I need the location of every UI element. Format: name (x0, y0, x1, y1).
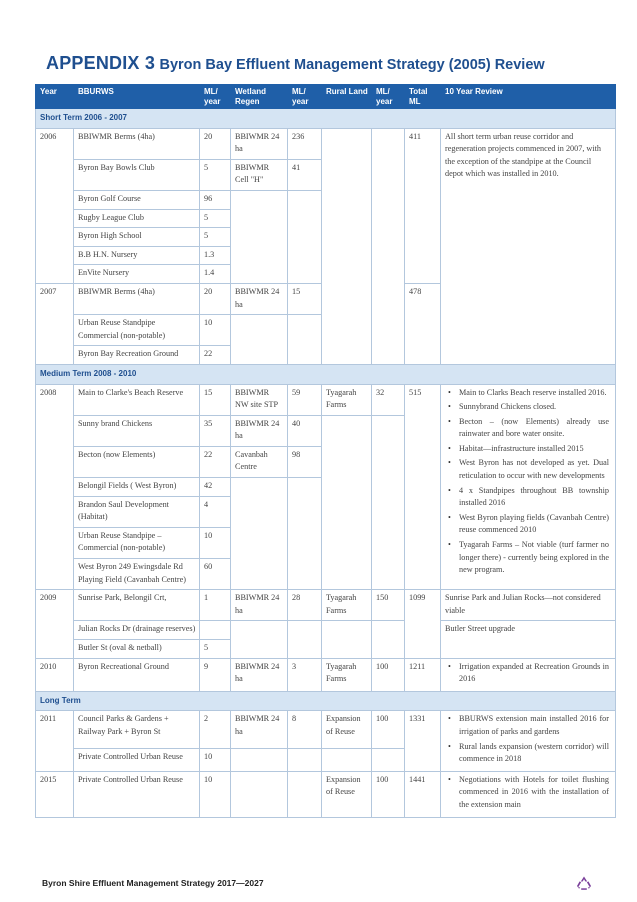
wetland-cell: BBIWMR 24 ha (231, 283, 288, 314)
list-item: • Habitat—infrastructure installed 2015 (445, 443, 609, 456)
review-list (445, 713, 609, 765)
wetland-cell (231, 749, 288, 772)
table-row (36, 590, 616, 621)
wetland-cell: BBIWMR NW site STP (231, 384, 288, 415)
bburws-cell: Brandon Saul Development (Habitat) (74, 496, 200, 527)
bburws-cell: Julian Rocks Dr (drainage reserves) (74, 621, 200, 640)
ml-cell: 9 (200, 658, 231, 691)
year-cell: 2011 (36, 711, 74, 771)
bburws-cell: Rugby League Club (74, 209, 200, 228)
bburws-cell: Becton (now Elements) (74, 446, 200, 477)
bburws-cell: Byron Recreational Ground (74, 658, 200, 691)
ml-cell: 5 (200, 228, 231, 247)
section-row (36, 691, 616, 711)
section-short-term: Short Term 2006 - 2007 (36, 109, 616, 129)
rural-ml-cell: 32 (372, 384, 405, 415)
review-cell (441, 711, 616, 771)
bburws-cell: Belongil Fields ( West Byron) (74, 478, 200, 497)
wetland-ml-cell: 28 (288, 590, 322, 621)
wetland-ml-cell (288, 771, 322, 817)
wetland-cell: Cavanbah Centre (231, 446, 288, 477)
wetland-ml-cell (288, 749, 322, 772)
wetland-ml-cell: 8 (288, 711, 322, 749)
rural-ml-cell: 100 (372, 711, 405, 749)
ml-cell: 22 (200, 446, 231, 477)
bburws-cell: Main to Clarke's Beach Reserve (74, 384, 200, 415)
wetland-ml-cell (288, 190, 322, 283)
year-cell: 2006 (36, 128, 74, 283)
bburws-cell: Urban Reuse Standpipe Commercial (non-potable) (74, 315, 200, 346)
ml-cell: 20 (200, 128, 231, 159)
wetland-cell (231, 315, 288, 365)
ml-cell: 60 (200, 559, 231, 590)
review-cell (441, 384, 616, 590)
wetland-ml-cell: 236 (288, 128, 322, 159)
rural-cell: Tyagarah Farms (322, 590, 372, 621)
ml-cell: 5 (200, 209, 231, 228)
list-item: • West Byron has not developed as yet. Dual reticulation to occur with new developments (445, 457, 609, 482)
list-item: • Negotiations with Hotels for toilet flushing commenced in 2016 with the installation of the extension main (445, 774, 609, 812)
bburws-cell: BBIWMR Berms (4ha) (74, 128, 200, 159)
list-item: • Irrigation expanded at Recreation Grounds in 2016 (445, 661, 609, 686)
rural-cell: Expansion of Reuse (322, 711, 372, 749)
review-list (445, 661, 609, 686)
bburws-cell: Byron Bay Recreation Ground (74, 346, 200, 365)
list-item: • 4 x Standpipes throughout BB township installed 2016 (445, 485, 609, 510)
wetland-cell: BBIWMR 24 ha (231, 590, 288, 621)
year-cell: 2009 (36, 590, 74, 658)
bburws-cell: Byron High School (74, 228, 200, 247)
appendix-subtitle: Byron Bay Effluent Management Strategy (2005) Review (159, 57, 545, 73)
ml-cell: 42 (200, 478, 231, 497)
bburws-cell: Private Controlled Urban Reuse (74, 749, 200, 772)
list-item: • West Byron playing fields (Cavanbah Centre) reuse commenced 2010 (445, 512, 609, 537)
total-cell: 1099 (405, 590, 441, 658)
rural-ml-cell (372, 621, 405, 658)
total-cell: 515 (405, 384, 441, 590)
bburws-cell: Private Controlled Urban Reuse (74, 771, 200, 817)
bburws-cell: Byron Bay Bowls Club (74, 159, 200, 190)
list-item: • Sunnybrand Chickens closed. (445, 401, 609, 414)
ml-cell: 1.3 (200, 246, 231, 265)
header-ml-year-3: ML/ year (372, 85, 405, 109)
bburws-cell: EnVite Nursery (74, 265, 200, 284)
review-cell: All short term urban reuse corridor and regeneration projects commenced in 2007, with the exception of the standpipe at the Council depot which was installed in 2010. (441, 128, 616, 364)
table-row (36, 384, 616, 415)
review-list (445, 774, 609, 812)
ml-cell: 4 (200, 496, 231, 527)
list-item: • Main to Clarks Beach reserve installed 2016. (445, 387, 609, 400)
ml-cell: 1.4 (200, 265, 231, 284)
recycle-icon (576, 875, 592, 891)
ml-cell: 20 (200, 283, 231, 314)
rural-cell: Tyagarah Farms (322, 384, 372, 415)
ml-cell: 35 (200, 415, 231, 446)
header-total: Total ML (405, 85, 441, 109)
wetland-cell: BBIWMR 24 ha (231, 658, 288, 691)
total-cell: 478 (405, 283, 441, 364)
ml-cell: 15 (200, 384, 231, 415)
year-cell: 2010 (36, 658, 74, 691)
rural-cell: Expansion of Reuse (322, 771, 372, 817)
ml-cell: 2 (200, 711, 231, 749)
bburws-cell: Sunny brand Chickens (74, 415, 200, 446)
rural-ml-cell: 100 (372, 771, 405, 817)
total-cell: 1331 (405, 711, 441, 771)
table-row (36, 711, 616, 749)
bburws-cell: Council Parks & Gardens + Railway Park + Byron St (74, 711, 200, 749)
page-title (46, 53, 606, 74)
header-wetland: Wetland Regen (231, 85, 288, 109)
header-review: 10 Year Review (441, 85, 616, 109)
wetland-ml-cell (288, 478, 322, 590)
wetland-cell (231, 621, 288, 658)
wetland-ml-cell: 59 (288, 384, 322, 415)
wetland-ml-cell: 41 (288, 159, 322, 190)
review-table (35, 84, 616, 818)
header-ml-year: ML/ year (200, 85, 231, 109)
page-footer: Byron Shire Effluent Management Strategy 2017—2027 (42, 878, 264, 888)
header-ml-year-2: ML/ year (288, 85, 322, 109)
table-header-row (36, 85, 616, 109)
ml-cell: 5 (200, 159, 231, 190)
section-row (36, 364, 616, 384)
wetland-cell: BBIWMR 24 ha (231, 415, 288, 446)
review-list (445, 387, 609, 577)
table-row (36, 621, 616, 640)
year-cell: 2007 (36, 283, 74, 364)
wetland-ml-cell: 15 (288, 283, 322, 314)
section-row (36, 109, 616, 129)
table-row (36, 771, 616, 817)
ml-cell: 22 (200, 346, 231, 365)
review-cell (441, 771, 616, 817)
review-cell: Sunrise Park and Julian Rocks—not considered viable (441, 590, 616, 621)
table-row (36, 658, 616, 691)
rural-cell (322, 749, 372, 772)
rural-ml-cell (372, 128, 405, 364)
total-cell: 411 (405, 128, 441, 283)
section-long-term: Long Term (36, 691, 616, 711)
year-cell: 2015 (36, 771, 74, 817)
rural-ml-cell (372, 749, 405, 772)
wetland-cell (231, 190, 288, 283)
rural-cell (322, 621, 372, 658)
bburws-cell: West Byron 249 Ewingsdale Rd Playing Field (Cavanbah Centre) (74, 559, 200, 590)
list-item: • BBURWS extension main installed 2016 for irrigation of parks and gardens (445, 713, 609, 738)
rural-ml-cell: 150 (372, 590, 405, 621)
list-item: • Becton – (now Elements) already use rainwater and bore water onsite. (445, 416, 609, 441)
total-cell: 1211 (405, 658, 441, 691)
ml-cell: 10 (200, 771, 231, 817)
bburws-cell: BBIWMR Berms (4ha) (74, 283, 200, 314)
table-row (36, 128, 616, 159)
list-item: • Tyagarah Farms – Not viable (turf farmer no longer there) - currently being explored in the new program. (445, 539, 609, 577)
wetland-ml-cell (288, 621, 322, 658)
ml-cell: 10 (200, 749, 231, 772)
wetland-cell: BBIWMR 24 ha (231, 128, 288, 159)
bburws-cell: Sunrise Park, Belongil Crt, (74, 590, 200, 621)
list-item: • Rural lands expansion (western corridor) will commence in 2018 (445, 741, 609, 766)
rural-ml-cell (372, 415, 405, 590)
rural-cell (322, 415, 372, 590)
wetland-ml-cell: 98 (288, 446, 322, 477)
ml-cell: 10 (200, 527, 231, 558)
wetland-cell: BBIWMR Cell "H" (231, 159, 288, 190)
header-bburws: BBURWS (74, 85, 200, 109)
review-cell: Butler Street upgrade (441, 621, 616, 658)
wetland-ml-cell: 40 (288, 415, 322, 446)
appendix-label: APPENDIX 3 (46, 53, 156, 73)
year-cell: 2008 (36, 384, 74, 590)
ml-cell (200, 621, 231, 640)
total-cell: 1441 (405, 771, 441, 817)
bburws-cell: Butler St (oval & netball) (74, 640, 200, 659)
wetland-cell: BBIWMR 24 ha (231, 711, 288, 749)
wetland-cell (231, 771, 288, 817)
wetland-cell (231, 478, 288, 590)
bburws-cell: B.B H.N. Nursery (74, 246, 200, 265)
review-cell (441, 658, 616, 691)
header-year: Year (36, 85, 74, 109)
bburws-cell: Byron Golf Course (74, 190, 200, 209)
ml-cell: 96 (200, 190, 231, 209)
ml-cell: 5 (200, 640, 231, 659)
section-medium-term: Medium Term 2008 - 2010 (36, 364, 616, 384)
header-rural: Rural Land (322, 85, 372, 109)
bburws-cell: Urban Reuse Standpipe – Commercial (non-potable) (74, 527, 200, 558)
wetland-ml-cell (288, 315, 322, 365)
ml-cell: 10 (200, 315, 231, 346)
ml-cell: 1 (200, 590, 231, 621)
rural-ml-cell: 100 (372, 658, 405, 691)
rural-cell (322, 128, 372, 364)
rural-cell: Tyagarah Farms (322, 658, 372, 691)
wetland-ml-cell: 3 (288, 658, 322, 691)
